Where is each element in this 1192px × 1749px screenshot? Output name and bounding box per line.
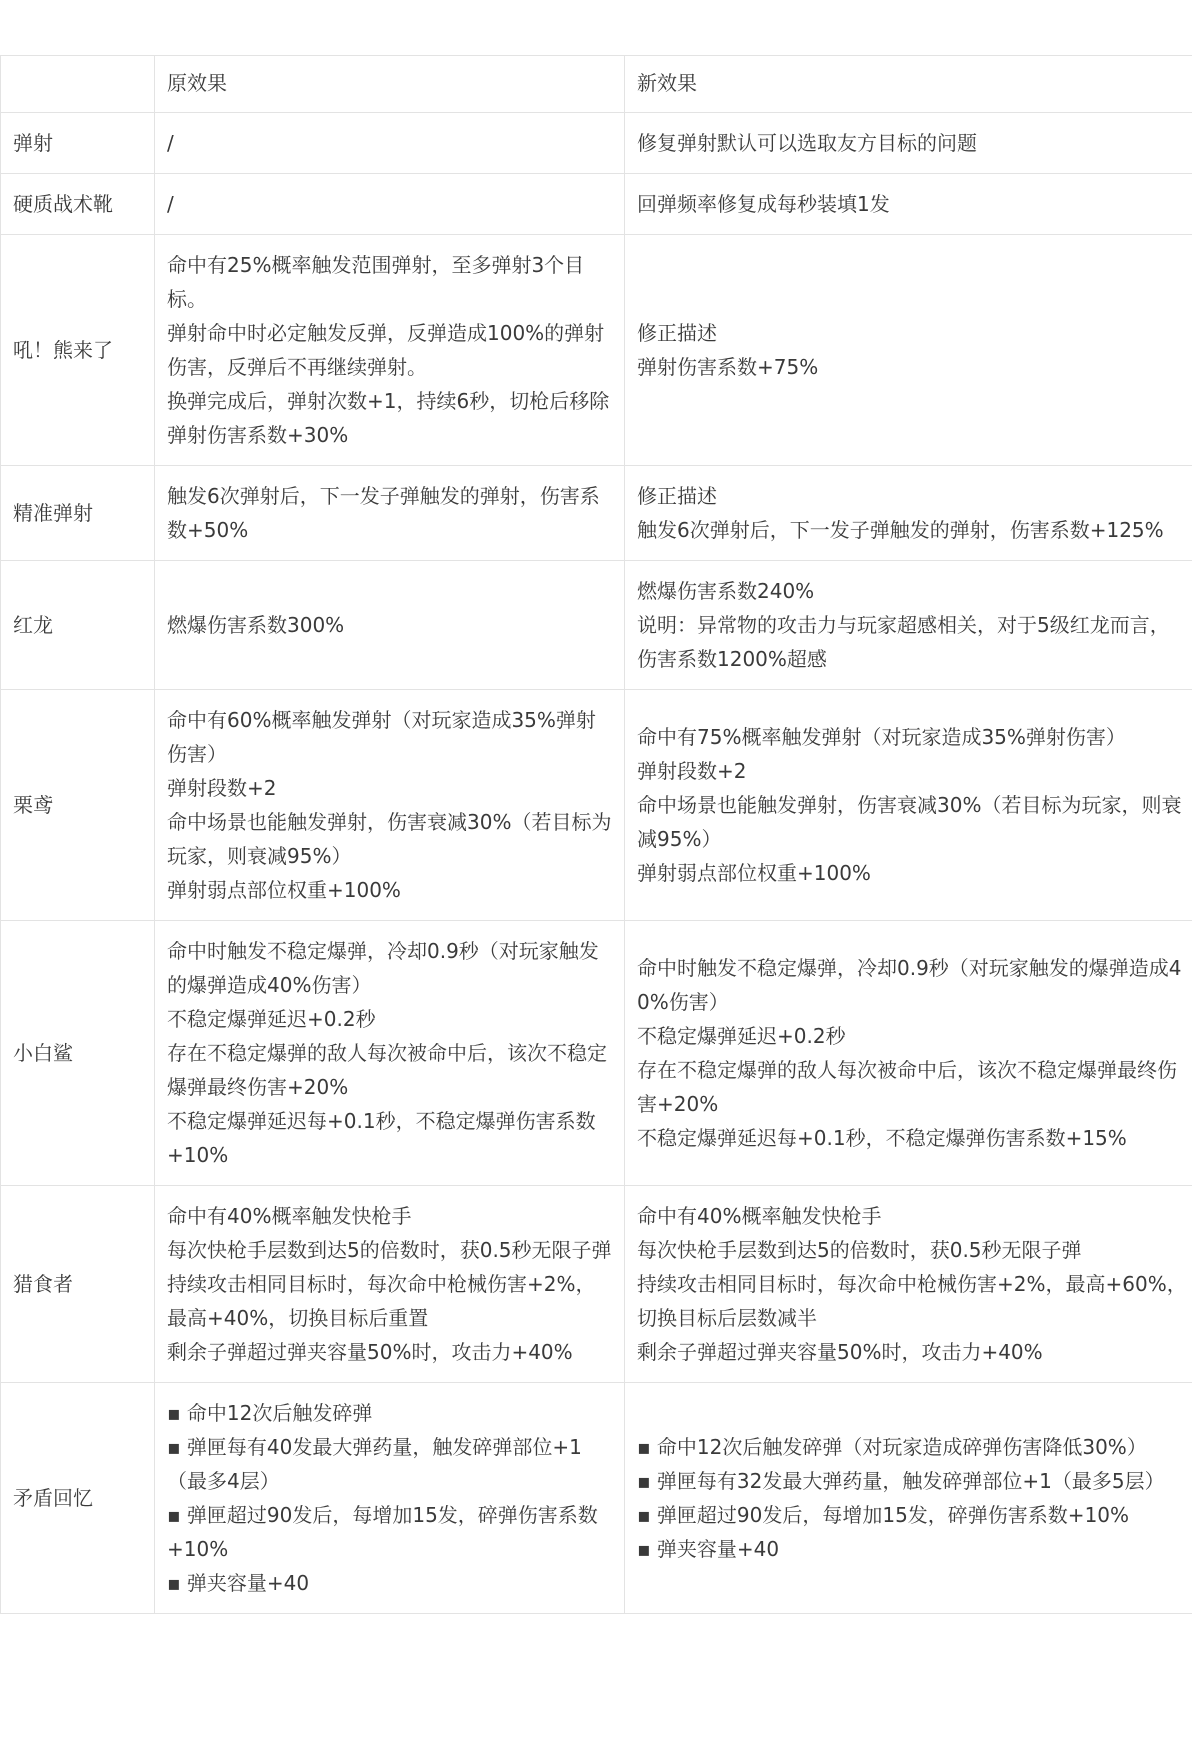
comparison-table-wrapper <box>0 55 1192 1614</box>
header-row <box>1 56 1192 113</box>
effect-line: / <box>167 192 174 216</box>
item-name-cell: 栗鸢 <box>1 690 155 921</box>
effect-line: 不稳定爆弹延迟+0.2秒 <box>637 1024 846 1048</box>
new-effect-cell <box>625 921 1192 1186</box>
effect-line: 修正描述 <box>637 321 717 345</box>
effect-line: ▪ 弹匣每有32发最大弹药量，触发碎弹部位+1（最多5层） <box>637 1469 1165 1493</box>
effect-line: ▪ 弹夹容量+40 <box>167 1571 310 1595</box>
effect-line: 命中场景也能触发弹射，伤害衰减30%（若目标为玩家，则衰减95%） <box>167 810 612 868</box>
effect-line: 不稳定爆弹延迟每+0.1秒，不稳定爆弹伤害系数+15% <box>637 1126 1127 1150</box>
new-effect-cell <box>625 174 1192 235</box>
new-effect-cell <box>625 1383 1192 1614</box>
effect-line: 命中时触发不稳定爆弹，冷却0.9秒（对玩家触发的爆弹造成40%伤害） <box>637 956 1182 1014</box>
effect-line: ▪ 弹匣超过90发后，每增加15发，碎弹伤害系数+10% <box>637 1503 1130 1527</box>
effect-line: ▪ 弹匣每有40发最大弹药量，触发碎弹部位+1（最多4层） <box>167 1435 582 1493</box>
effect-line: ▪ 弹夹容量+40 <box>637 1537 780 1561</box>
effect-comparison-table <box>0 55 1192 1614</box>
effect-line: 命中有75%概率触发弹射（对玩家造成35%弹射伤害） <box>637 725 1126 749</box>
old-effect-cell <box>155 113 625 174</box>
effect-line: 命中有25%概率触发范围弹射，至多弹射3个目标。 <box>167 253 585 311</box>
effect-line: 命中场景也能触发弹射，伤害衰减30%（若目标为玩家，则衰减95%） <box>637 793 1182 851</box>
effect-line: 触发6次弹射后，下一发子弹触发的弹射，伤害系数+50% <box>167 484 600 542</box>
table-row <box>1 561 1192 690</box>
effect-line: 每次快枪手层数到达5的倍数时，获0.5秒无限子弹 <box>167 1238 612 1262</box>
item-name-cell: 红龙 <box>1 561 155 690</box>
table-row <box>1 113 1192 174</box>
new-effect-cell <box>625 561 1192 690</box>
item-name-cell: 硬质战术靴 <box>1 174 155 235</box>
effect-line: 弹射弱点部位权重+100% <box>167 878 401 902</box>
table-row <box>1 1186 1192 1383</box>
old-effect-cell <box>155 1383 625 1614</box>
effect-line: 弹射伤害系数+75% <box>637 355 819 379</box>
old-effect-cell <box>155 1186 625 1383</box>
table-row <box>1 174 1192 235</box>
item-name-cell: 吼！熊来了 <box>1 235 155 466</box>
item-name-cell: 猎食者 <box>1 1186 155 1383</box>
effect-line: ▪ 命中12次后触发碎弹 <box>167 1401 373 1425</box>
table-row <box>1 1383 1192 1614</box>
table-row <box>1 921 1192 1186</box>
effect-line: 弹射弱点部位权重+100% <box>637 861 871 885</box>
header-cell-name <box>1 56 155 113</box>
effect-line: 弹射段数+2 <box>637 759 747 783</box>
item-name-cell: 精准弹射 <box>1 466 155 561</box>
old-effect-cell <box>155 174 625 235</box>
old-effect-cell <box>155 235 625 466</box>
new-effect-cell <box>625 466 1192 561</box>
effect-line: 燃爆伤害系数240% <box>637 579 815 603</box>
table-row <box>1 235 1192 466</box>
effect-line: 换弹完成后，弹射次数+1，持续6秒，切枪后移除 <box>167 389 610 413</box>
effect-line: 命中有60%概率触发弹射（对玩家造成35%弹射伤害） <box>167 708 596 766</box>
effect-line: 修复弹射默认可以选取友方目标的问题 <box>637 131 977 155</box>
table-row <box>1 690 1192 921</box>
effect-line: 弹射命中时必定触发反弹，反弹造成100%的弹射伤害，反弹后不再继续弹射。 <box>167 321 605 379</box>
new-effect-cell <box>625 1186 1192 1383</box>
old-effect-cell <box>155 690 625 921</box>
effect-line: 触发6次弹射后，下一发子弹触发的弹射，伤害系数+125% <box>637 518 1164 542</box>
old-effect-cell <box>155 561 625 690</box>
effect-line: ▪ 命中12次后触发碎弹（对玩家造成碎弹伤害降低30%） <box>637 1435 1147 1459</box>
item-name-cell: 小白鲨 <box>1 921 155 1186</box>
header-cell-old-effect: 原效果 <box>155 56 625 113</box>
table-row <box>1 466 1192 561</box>
effect-line: 每次快枪手层数到达5的倍数时，获0.5秒无限子弹 <box>637 1238 1082 1262</box>
new-effect-cell <box>625 690 1192 921</box>
item-name-cell: 弹射 <box>1 113 155 174</box>
effect-line: ▪ 弹匣超过90发后，每增加15发，碎弹伤害系数+10% <box>167 1503 598 1561</box>
effect-line: 剩余子弹超过弹夹容量50%时，攻击力+40% <box>637 1340 1043 1364</box>
effect-line: 命中时触发不稳定爆弹，冷却0.9秒（对玩家触发的爆弹造成40%伤害） <box>167 939 599 997</box>
effect-line: 回弹频率修复成每秒装填1发 <box>637 192 890 216</box>
effect-line: 不稳定爆弹延迟+0.2秒 <box>167 1007 376 1031</box>
effect-line: 弹射段数+2 <box>167 776 277 800</box>
effect-line: 命中有40%概率触发快枪手 <box>637 1204 882 1228</box>
effect-line: 不稳定爆弹延迟每+0.1秒，不稳定爆弹伤害系数+10% <box>167 1109 596 1167</box>
item-name-cell: 矛盾回忆 <box>1 1383 155 1614</box>
new-effect-cell <box>625 113 1192 174</box>
new-effect-cell <box>625 235 1192 466</box>
effect-line: 燃爆伤害系数300% <box>167 613 345 637</box>
effect-line: 命中有40%概率触发快枪手 <box>167 1204 412 1228</box>
effect-line: 持续攻击相同目标时，每次命中枪械伤害+2%，最高+60%，切换目标后层数减半 <box>637 1272 1187 1330</box>
effect-line: 持续攻击相同目标时，每次命中枪械伤害+2%，最高+40%，切换目标后重置 <box>167 1272 596 1330</box>
effect-line: / <box>167 131 174 155</box>
effect-line: 剩余子弹超过弹夹容量50%时，攻击力+40% <box>167 1340 573 1364</box>
effect-line: 修正描述 <box>637 484 717 508</box>
old-effect-cell <box>155 921 625 1186</box>
old-effect-cell <box>155 466 625 561</box>
effect-line: 存在不稳定爆弹的敌人每次被命中后，该次不稳定爆弹最终伤害+20% <box>637 1058 1177 1116</box>
effect-line: 存在不稳定爆弹的敌人每次被命中后，该次不稳定爆弹最终伤害+20% <box>167 1041 607 1099</box>
header-cell-new-effect: 新效果 <box>625 56 1192 113</box>
effect-line: 说明：异常物的攻击力与玩家超感相关，对于5级红龙而言，伤害系数1200%超感 <box>637 613 1170 671</box>
effect-line: 弹射伤害系数+30% <box>167 423 349 447</box>
